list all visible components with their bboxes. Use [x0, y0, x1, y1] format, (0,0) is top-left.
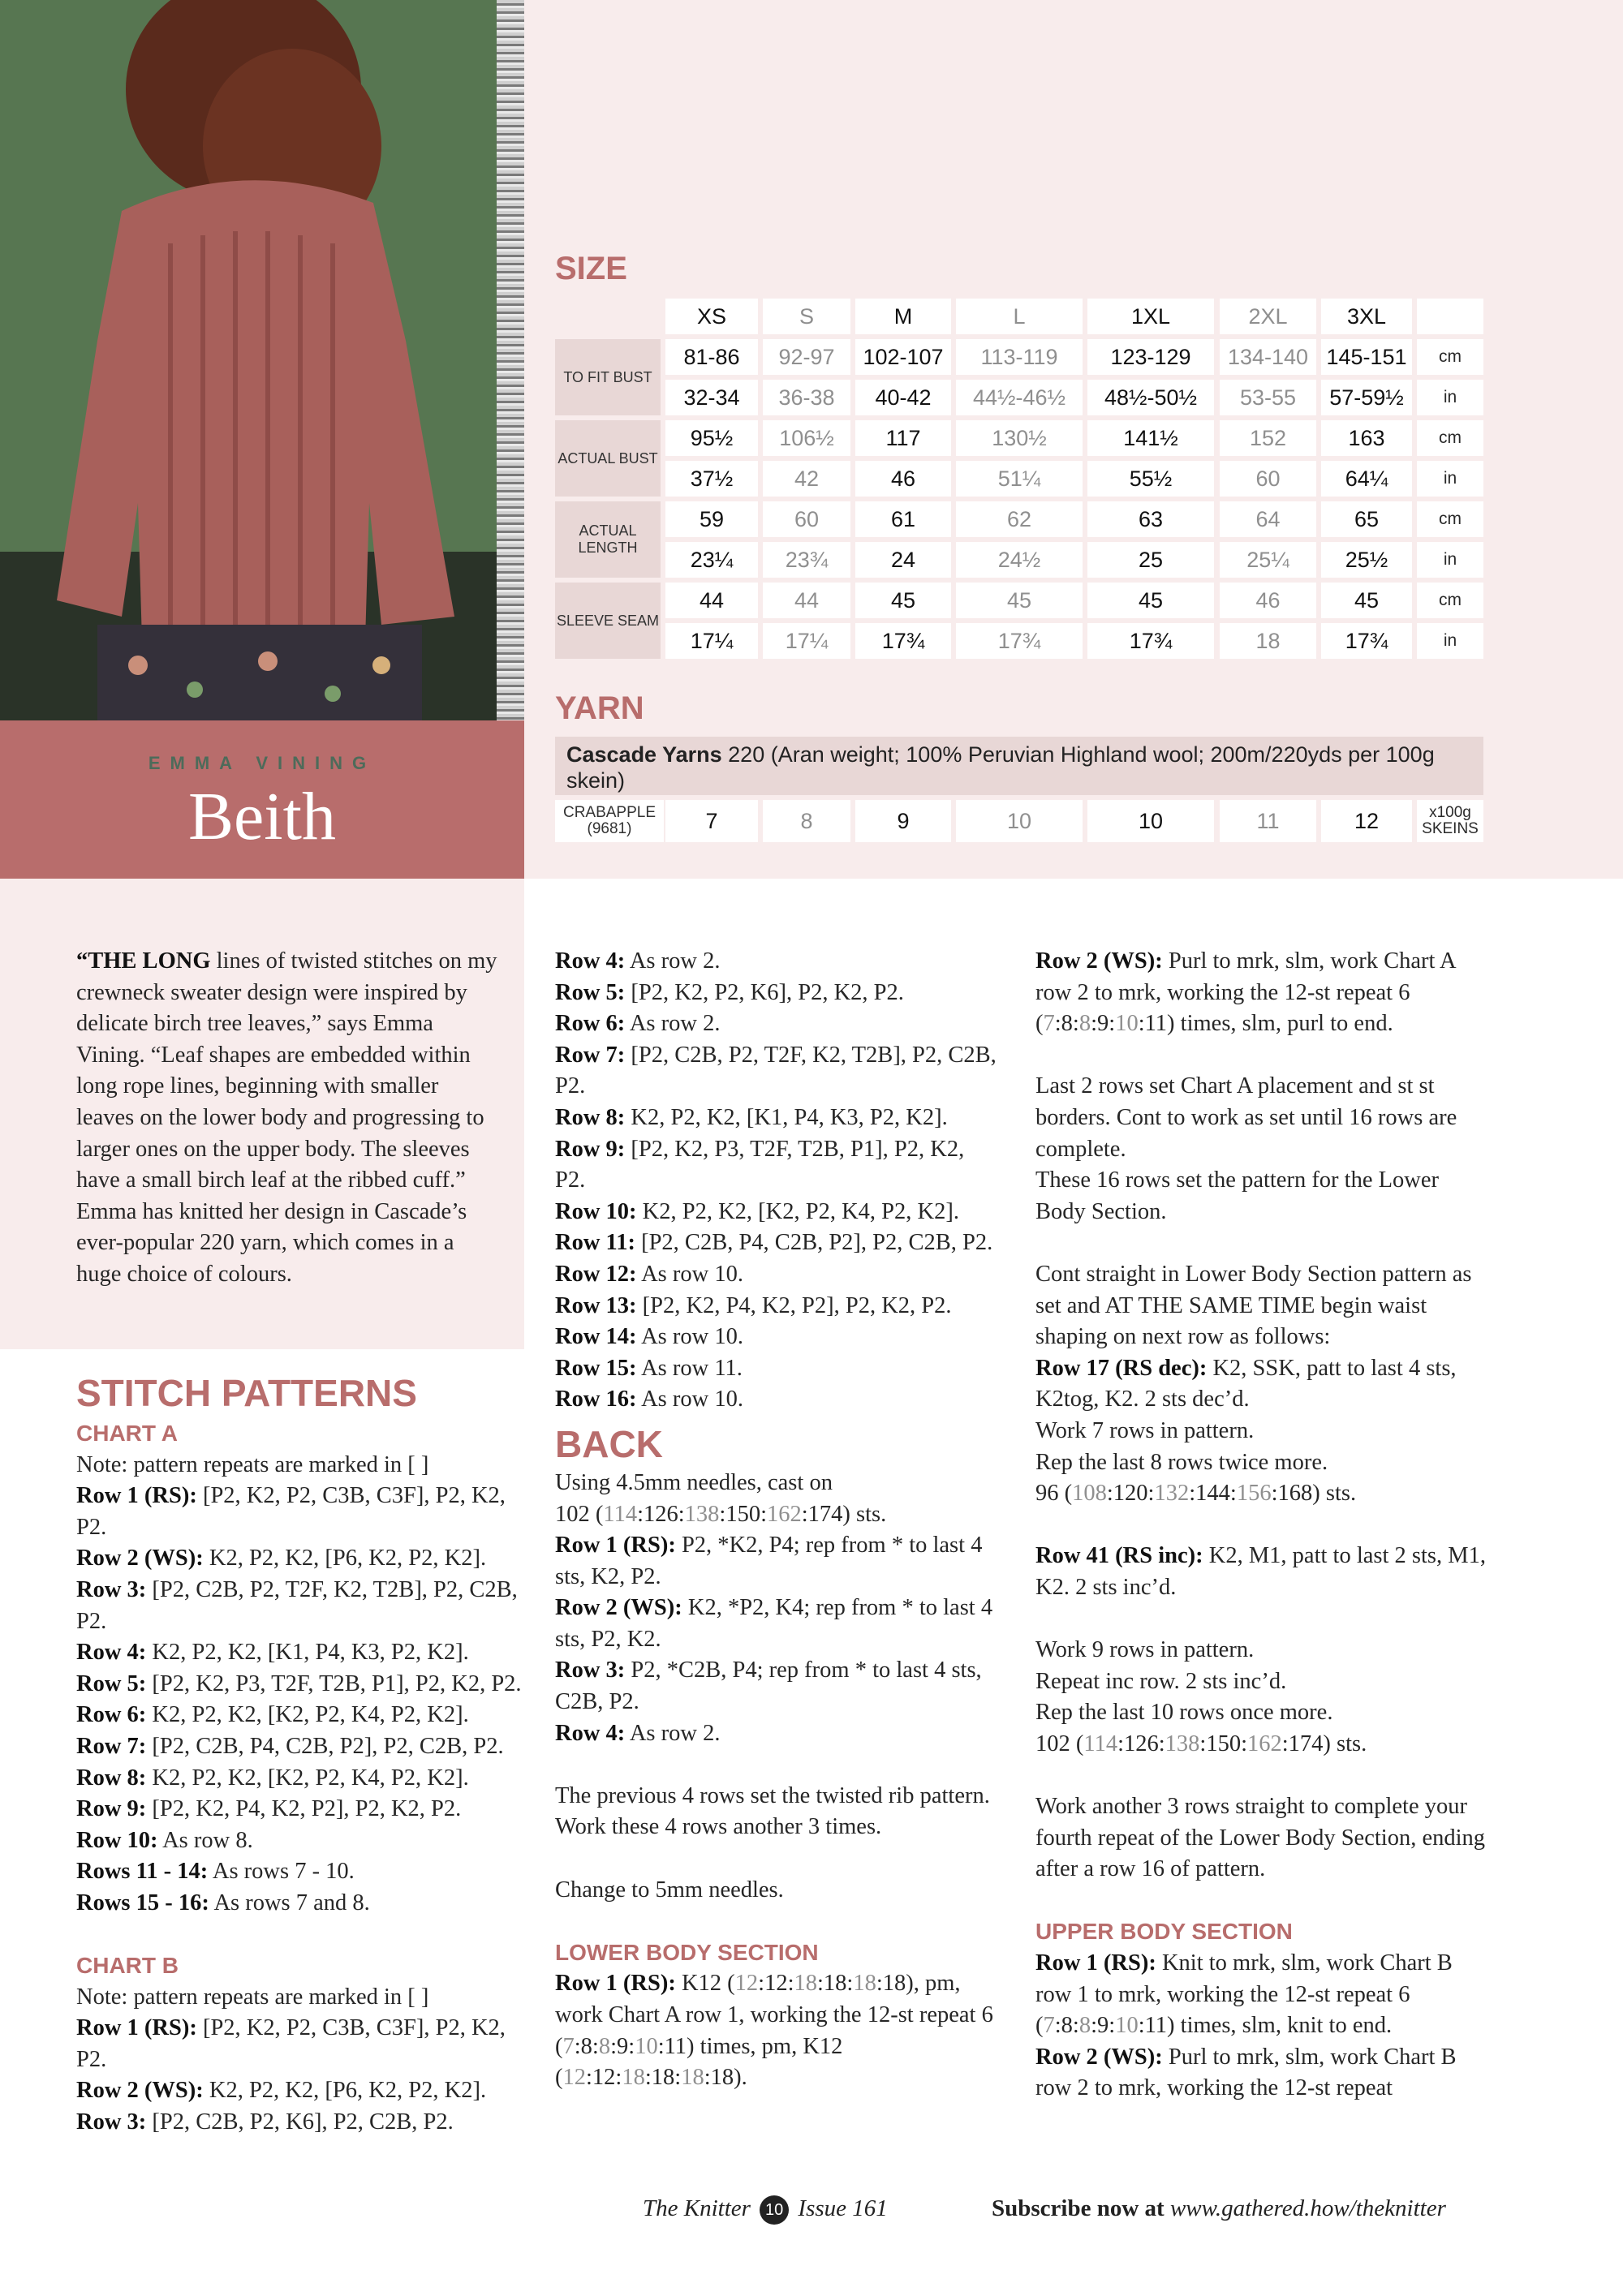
lower-body-row-1: Row 1 (RS): K12 (12:12:18:18:18:18), pm, work Chart A row 1, working the 12-st repeat 6 (7:8:8:9:10:11) times, pm, K12 (12:12:18:18:18:18).: [555, 1971, 993, 2091]
row-label: Row 10:: [76, 1827, 158, 1853]
row-label: Row 7:: [76, 1733, 147, 1759]
footer-subscribe: [992, 2195, 1446, 2222]
size-value: 145-151: [1321, 339, 1412, 375]
yarn-amount: 11: [1220, 800, 1316, 842]
work-7-rows: Work 7 rows in pattern.: [1035, 1417, 1255, 1443]
size-value: 141½: [1087, 420, 1214, 456]
row-text: K2, P2, K2, [K2, P2, K4, P2, K2].: [152, 1765, 469, 1791]
row-label: Row 9:: [76, 1796, 147, 1822]
yarn-colour-code: (9681): [587, 820, 632, 837]
work-9-rows: Work 9 rows in pattern.: [1035, 1637, 1255, 1663]
intro-lead: “THE LONG: [76, 948, 211, 974]
chart-a-heading: CHART A: [76, 1421, 178, 1446]
chart-a-section: [76, 1418, 531, 2139]
yarn-amount: 7: [665, 800, 758, 842]
row-text: K2, P2, K2, [K1, P4, K3, P2, K2].: [631, 1104, 948, 1130]
row-text: K2, P2, K2, [K1, P4, K3, P2, K2].: [152, 1640, 469, 1666]
chart-b-heading: CHART B: [76, 1953, 179, 1979]
rib-note: The previous 4 rows set the twisted rib pattern.: [555, 1782, 990, 1808]
row-label: Row 5:: [76, 1670, 147, 1696]
size-value: 117: [855, 420, 951, 456]
size-value: 17¾: [855, 623, 951, 659]
instruction-row: [76, 1481, 531, 1543]
size-value: 24: [855, 542, 951, 578]
row-text: As row 10.: [641, 1387, 743, 1412]
instruction-row: [555, 1593, 1000, 1655]
size-value: 40-42: [855, 380, 951, 415]
repeat-inc-row: Repeat inc row. 2 sts inc’d.: [1035, 1668, 1287, 1694]
row-label: Row 10:: [555, 1198, 637, 1224]
size-unit: in: [1417, 542, 1483, 578]
row-text: As row 10.: [641, 1261, 743, 1287]
row-text: As row 2.: [629, 948, 721, 974]
row-label: Row 15:: [555, 1355, 637, 1381]
row-text: K2, P2, K2, [P6, K2, P2, K2].: [209, 1546, 487, 1572]
upper-body-heading: UPPER BODY SECTION: [1035, 1919, 1293, 1945]
yarn-unit-skeins: SKEINS: [1422, 820, 1479, 837]
size-value: 113-119: [956, 339, 1083, 375]
instruction-row: [76, 1637, 531, 1669]
size-header-3xl: 3XL: [1321, 299, 1412, 334]
row-label: Row 14:: [555, 1324, 637, 1350]
yarn-heading: YARN: [555, 690, 644, 726]
chart-b-rows-part1: [76, 2013, 531, 2138]
instruction-row: [555, 1353, 1000, 1385]
yarn-description-box: [555, 737, 1483, 795]
size-value: 51¼: [956, 461, 1083, 497]
size-value: 17¾: [1321, 623, 1412, 659]
row-text: [P2, K2, P4, K2, P2], P2, K2, P2.: [642, 1292, 952, 1318]
row-label: Row 4:: [555, 1720, 626, 1746]
size-row-label: ACTUAL LENGTH: [555, 501, 661, 578]
instruction-row: [76, 1700, 531, 1731]
instruction-row: [76, 1669, 531, 1701]
size-value: 152: [1220, 420, 1316, 456]
size-value: 123-129: [1087, 339, 1214, 375]
row-label: Row 13:: [555, 1292, 637, 1318]
row-17-dec: Row 17 (RS dec): K2, SSK, patt to last 4 sts, K2tog, K2. 2 sts dec’d.: [1035, 1355, 1457, 1412]
lower-body-pattern-note: These 16 rows set the pattern for the Lower Body Section.: [1035, 1167, 1439, 1224]
row-label: Row 16:: [555, 1387, 637, 1412]
upper-body-row-1: Row 1 (RS): Knit to mrk, slm, work Chart B row 1 to mrk, working the 12-st repeat 6 (7:8:8:9:10:11) times, slm, knit to end.: [1035, 1950, 1453, 2039]
instruction-row: [76, 1825, 531, 1857]
row-text: [P2, K2, P3, T2F, T2B, P1], P2, K2, P2.: [152, 1670, 522, 1696]
instruction-row: [555, 1103, 1000, 1134]
row-text: As rows 7 - 10.: [212, 1859, 355, 1885]
row-text: P2, *K2, P4; rep from * to last 4 sts, K2, P2.: [555, 1533, 983, 1589]
size-value: 37½: [665, 461, 758, 497]
instruction-row: [555, 1259, 1000, 1291]
stitch-count-inc: 102 (114:126:138:150:162:174) sts.: [1035, 1731, 1367, 1756]
size-value: 46: [1220, 583, 1316, 618]
size-value: 25¼: [1220, 542, 1316, 578]
designer-name: EMMA VINING: [148, 753, 377, 773]
size-value: 65: [1321, 501, 1412, 537]
row-text: K2, *P2, K4; rep from * to last 4 sts, P2, K2.: [555, 1595, 993, 1652]
size-header-xs: XS: [665, 299, 758, 334]
instruction-row: [76, 1543, 531, 1575]
size-value: 18: [1220, 623, 1316, 659]
size-value: 23¾: [763, 542, 850, 578]
column-3: [1035, 946, 1490, 2105]
instruction-row: [76, 2107, 531, 2139]
instruction-row: [76, 1731, 531, 1763]
size-value: 46: [855, 461, 951, 497]
size-header-1xl: 1XL: [1087, 299, 1214, 334]
size-header-s: S: [763, 299, 850, 334]
row-label: Row 12:: [555, 1261, 637, 1287]
instruction-row: [555, 946, 1000, 978]
row-text: As row 2.: [629, 1011, 721, 1037]
instruction-row: [555, 1197, 1000, 1228]
size-value: 64: [1220, 501, 1316, 537]
size-value: 17¾: [1087, 623, 1214, 659]
size-unit: cm: [1417, 339, 1483, 375]
row-label: Row 2 (WS):: [555, 1595, 682, 1621]
row-text: As row 8.: [162, 1827, 253, 1853]
size-value: 45: [956, 583, 1083, 618]
stitch-count-dec: 96 (108:120:132:144:156:168) sts.: [1035, 1481, 1357, 1507]
row-label: Row 7:: [555, 1042, 626, 1068]
chart-b-note: Note: pattern repeats are marked in [ ]: [76, 1984, 429, 2010]
instruction-row: [76, 1856, 531, 1888]
size-value: 61: [855, 501, 951, 537]
instruction-row: [76, 2013, 531, 2075]
size-header-m: M: [855, 299, 951, 334]
size-value: 17¼: [763, 623, 850, 659]
row-text: [P2, C2B, P2, T2F, K2, T2B], P2, C2B, P2.: [555, 1042, 997, 1099]
rep-10-rows: Rep the last 10 rows once more.: [1035, 1700, 1333, 1726]
size-value: 102-107: [855, 339, 951, 375]
size-value: 45: [855, 583, 951, 618]
size-value: 62: [956, 501, 1083, 537]
row-label: Rows 11 - 14:: [76, 1859, 209, 1885]
row-label: Row 3:: [76, 1576, 147, 1602]
row-text: [P2, K2, P4, K2, P2], P2, K2, P2.: [152, 1796, 462, 1822]
yarn-colour-name: CRABAPPLE: [562, 804, 657, 821]
instruction-row: [555, 1530, 1000, 1593]
size-value: 25: [1087, 542, 1214, 578]
size-value: 45: [1321, 583, 1412, 618]
row-text: As row 11.: [641, 1355, 743, 1381]
row-label: Row 1 (RS):: [555, 1533, 676, 1559]
size-value: 81-86: [665, 339, 758, 375]
row-text: [P2, K2, P2, C3B, C3F], P2, K2, P2.: [76, 1483, 506, 1540]
size-header-l: L: [956, 299, 1083, 334]
row-label: Rows 15 - 16:: [76, 1890, 209, 1915]
size-value: 64¼: [1321, 461, 1412, 497]
size-value: 44: [665, 583, 758, 618]
instruction-row: [555, 1134, 1000, 1197]
row-label: Row 9:: [555, 1136, 626, 1162]
yarn-amount: 9: [855, 800, 951, 842]
instruction-row: [555, 1228, 1000, 1259]
fourth-repeat-note: Work another 3 rows straight to complete your fourth repeat of the Lower Body Section, ending after a row 16 of pattern.: [1035, 1794, 1486, 1882]
size-value: 60: [763, 501, 850, 537]
size-value: 57-59½: [1321, 380, 1412, 415]
size-value: 106½: [763, 420, 850, 456]
row-label: Row 4:: [555, 948, 626, 974]
size-value: 134-140: [1220, 339, 1316, 375]
size-value: 60: [1220, 461, 1316, 497]
size-row-label: TO FIT BUST: [555, 339, 661, 415]
size-value: 48½-50½: [1087, 380, 1214, 415]
row-label: Row 1 (RS):: [76, 2015, 197, 2041]
instruction-row: [76, 1888, 531, 1920]
upper-body-row-2: Row 2 (WS): Purl to mrk, slm, work Chart B row 2 to mrk, working the 12-st repeat: [1035, 2044, 1457, 2101]
row-label: Row 6:: [555, 1011, 626, 1037]
size-header-2xl: 2XL: [1220, 299, 1316, 334]
back-heading: BACK: [555, 1422, 663, 1465]
row-text: K2, P2, K2, [K2, P2, K4, P2, K2].: [152, 1702, 469, 1728]
chart-b-rows-part2: [555, 946, 1000, 1416]
row-label: Row 8:: [555, 1104, 626, 1130]
yarn-brand: Cascade Yarns: [566, 742, 722, 767]
subscribe-url[interactable]: www.gathered.how/theknitter: [1169, 2195, 1446, 2221]
row-label: Row 11:: [555, 1230, 635, 1256]
yarn-unit: [1417, 800, 1483, 842]
size-unit: cm: [1417, 583, 1483, 618]
size-value: 44½-46½: [956, 380, 1083, 415]
size-value: 163: [1321, 420, 1412, 456]
size-value: 45: [1087, 583, 1214, 618]
size-unit: cm: [1417, 501, 1483, 537]
row-text: [P2, K2, P2, K6], P2, K2, P2.: [631, 979, 904, 1005]
pattern-title: Beith: [188, 779, 336, 854]
instruction-row: [555, 1008, 1000, 1040]
row-text: [P2, C2B, P4, C2B, P2], P2, C2B, P2.: [641, 1230, 993, 1256]
instruction-row: [555, 978, 1000, 1009]
instruction-row: [555, 1655, 1000, 1718]
size-value: 17¼: [665, 623, 758, 659]
size-header-unit: [1417, 299, 1483, 334]
lower-body-row-2: Row 2 (WS): Purl to mrk, slm, work Chart A row 2 to mrk, working the 12-st repeat 6 (7:8:8:9:10:11) times, slm, purl to end.: [1035, 948, 1455, 1037]
instruction-row: [76, 2075, 531, 2107]
footer-magazine: [643, 2195, 888, 2225]
row-label: Row 3:: [76, 2109, 147, 2135]
column-2: [555, 946, 1000, 2094]
yarn-amount: 10: [1087, 800, 1214, 842]
size-value: 36-38: [763, 380, 850, 415]
size-value: 95½: [665, 420, 758, 456]
waist-shaping-note: Cont straight in Lower Body Section pattern as set and AT THE SAME TIME begin waist shaping on next row as follows:: [1035, 1261, 1472, 1350]
size-value: 23¼: [665, 542, 758, 578]
back-rib-rows: [555, 1530, 1000, 1749]
size-value: 63: [1087, 501, 1214, 537]
size-unit: in: [1417, 461, 1483, 497]
row-text: [P2, K2, P2, C3B, C3F], P2, K2, P2.: [76, 2015, 506, 2072]
instruction-row: [555, 1040, 1000, 1103]
intro-text: [76, 946, 498, 1291]
row-label: Row 5:: [555, 979, 626, 1005]
magazine-name: The Knitter: [643, 2195, 751, 2221]
size-unit: in: [1417, 380, 1483, 415]
rib-repeat: Work these 4 rows another 3 times.: [555, 1814, 882, 1840]
row-text: [P2, C2B, P2, K6], P2, C2B, P2.: [152, 2109, 454, 2135]
pattern-photo: [0, 0, 506, 720]
page-number: 10: [760, 2195, 789, 2225]
size-unit: cm: [1417, 420, 1483, 456]
row-label: Row 6:: [76, 1702, 147, 1728]
intro-body: lines of twisted stitches on my crewneck sweater design were inspired by delicate birch tree leaves,” says Emma Vining. “Leaf shapes are embedded within long rope lines, beginning with smaller leaves on the lower body and progressing to larger ones on the upper body. The sleeves have a small birch leaf at the ribbed cuff.” Emma has knitted her design in Cascade’s ever-popular 220 yarn, which comes in a huge choice of colours.: [76, 948, 497, 1287]
instruction-row: [76, 1575, 531, 1637]
change-needles: Change to 5mm needles.: [555, 1877, 784, 1903]
instruction-row: [76, 1794, 531, 1825]
row-text: K2, P2, K2, [K2, P2, K4, P2, K2].: [642, 1198, 959, 1224]
back-cast-on-1: Using 4.5mm needles, cast on: [555, 1469, 833, 1495]
size-row-label: ACTUAL BUST: [555, 420, 661, 497]
row-text: [P2, C2B, P2, T2F, K2, T2B], P2, C2B, P2.: [76, 1576, 518, 1634]
rep-8-rows: Rep the last 8 rows twice more.: [1035, 1449, 1328, 1475]
row-text: As row 10.: [641, 1324, 743, 1350]
chart-a-rows: [76, 1481, 531, 1919]
sweater-photo-illustration: [0, 0, 506, 720]
size-value: 59: [665, 501, 758, 537]
subscribe-text: Subscribe now at: [992, 2195, 1165, 2221]
row-label: Row 2 (WS):: [76, 1546, 204, 1572]
back-cast-on-2: 102 (114:126:138:150:162:174) sts.: [555, 1501, 887, 1527]
yarn-colour-label: [555, 800, 664, 842]
row-text: As rows 7 and 8.: [213, 1890, 370, 1915]
size-value: 92-97: [763, 339, 850, 375]
instruction-row: [555, 1384, 1000, 1416]
row-text: As row 2.: [629, 1720, 721, 1746]
instruction-row: [555, 1322, 1000, 1353]
size-value: 130½: [956, 420, 1083, 456]
size-value: 55½: [1087, 461, 1214, 497]
stitch-patterns-heading: STITCH PATTERNS: [76, 1372, 417, 1414]
issue-number: Issue 161: [798, 2195, 888, 2221]
row-label: Row 1 (RS):: [76, 1483, 197, 1509]
size-value: 42: [763, 461, 850, 497]
size-unit: in: [1417, 623, 1483, 659]
row-text: [P2, K2, P3, T2F, T2B, P1], P2, K2, P2.: [555, 1136, 965, 1193]
size-value: 44: [763, 583, 850, 618]
instruction-row: [555, 1291, 1000, 1322]
size-value: 25½: [1321, 542, 1412, 578]
yarn-amount: 10: [956, 800, 1083, 842]
row-text: P2, *C2B, P4; rep from * to last 4 sts, C2B, P2.: [555, 1658, 982, 1715]
row-41-inc: Row 41 (RS inc): K2, M1, patt to last 2 sts, M1, K2. 2 sts inc’d.: [1035, 1543, 1486, 1600]
size-heading: SIZE: [555, 251, 627, 286]
instruction-row: [555, 1718, 1000, 1750]
size-row-label: SLEEVE SEAM: [555, 583, 661, 659]
row-label: Row 8:: [76, 1765, 147, 1791]
row-text: [P2, C2B, P4, C2B, P2], P2, C2B, P2.: [152, 1733, 504, 1759]
size-value: 32-34: [665, 380, 758, 415]
size-value: 53-55: [1220, 380, 1316, 415]
row-label: Row 4:: [76, 1640, 147, 1666]
row-label: Row 3:: [555, 1658, 626, 1683]
row-text: K2, P2, K2, [P6, K2, P2, K2].: [209, 2078, 487, 2104]
row-label: Row 2 (WS):: [76, 2078, 204, 2104]
yarn-description: 220 (Aran weight; 100% Peruvian Highland wool; 200m/220yds per 100g skein): [566, 742, 1435, 793]
yarn-unit-weight: x100g: [1429, 804, 1471, 821]
chart-a-placement-note: Last 2 rows set Chart A placement and st st borders. Cont to work as set until 16 rows are complete.: [1035, 1073, 1457, 1162]
instruction-row: [76, 1763, 531, 1795]
chart-a-note: Note: pattern repeats are marked in [ ]: [76, 1451, 429, 1477]
lower-body-heading: LOWER BODY SECTION: [555, 1939, 819, 1965]
size-value: 24½: [956, 542, 1083, 578]
size-value: 17¾: [956, 623, 1083, 659]
yarn-amount: 8: [763, 800, 850, 842]
yarn-amount: 12: [1321, 800, 1412, 842]
